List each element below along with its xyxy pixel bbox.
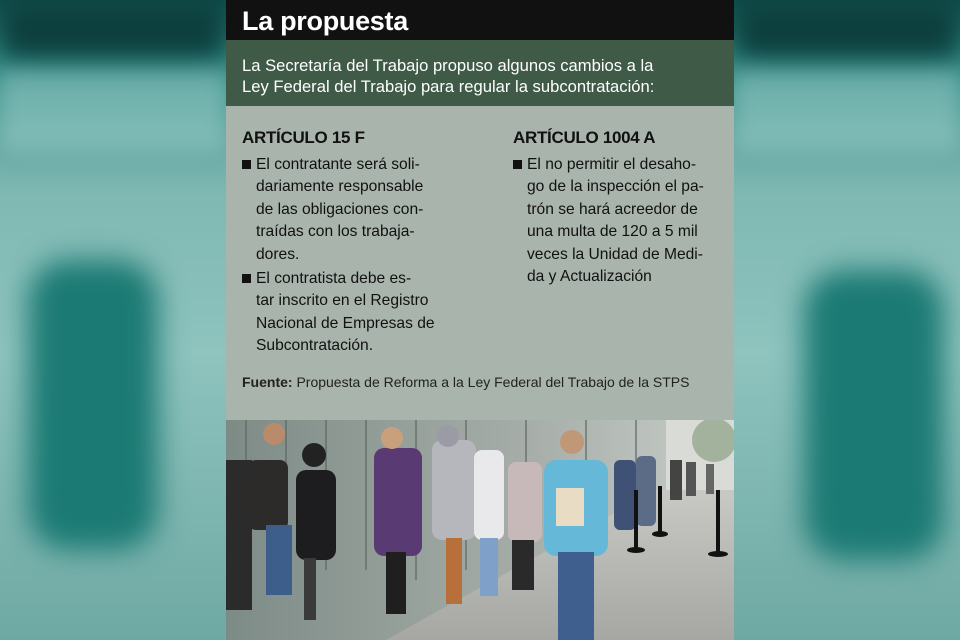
intro-text xyxy=(226,40,734,106)
intro-line-1: La Secretaría del Trabajo propuso algunos cambios a la xyxy=(242,56,654,75)
background-left-blur xyxy=(0,0,226,640)
page-title: La propuesta xyxy=(226,0,734,40)
source-label: Fuente: xyxy=(242,374,293,390)
intro-line-2: Ley Federal del Trabajo para regular la subcontratación: xyxy=(242,77,655,96)
list-item-text: El contratante será soli- dariamente responsable de las obligaciones con- traídas con los trabaja- dores. xyxy=(256,156,424,263)
list-item xyxy=(242,268,457,358)
article-1004a xyxy=(513,128,723,290)
background-right-blur xyxy=(734,0,960,640)
article-heading: ARTÍCULO 1004 A xyxy=(513,128,656,147)
list-item-text: El contratista debe es- tar inscrito en el Registro Nacional de Empresas de Subcontratación. xyxy=(256,270,435,355)
articles-section xyxy=(226,106,734,368)
list-item xyxy=(513,154,723,288)
article-15f xyxy=(242,128,457,360)
infographic-panel xyxy=(226,0,734,640)
list-item xyxy=(242,154,457,266)
article-heading: ARTÍCULO 15 F xyxy=(242,128,365,147)
bullet-square-icon xyxy=(513,160,522,169)
bullet-square-icon xyxy=(242,160,251,169)
bullet-square-icon xyxy=(242,274,251,283)
photo-queue-of-workers xyxy=(226,420,734,640)
source-text: Propuesta de Reforma a la Ley Federal del Trabajo de la STPS xyxy=(296,374,690,390)
source-note xyxy=(242,374,689,390)
list-item-text: El no permitir el desaho- go de la inspección el pa- trón se hará acreedor de una multa de 120 a 5 mil veces la Unidad de Medi- da y Actualización xyxy=(527,156,704,286)
